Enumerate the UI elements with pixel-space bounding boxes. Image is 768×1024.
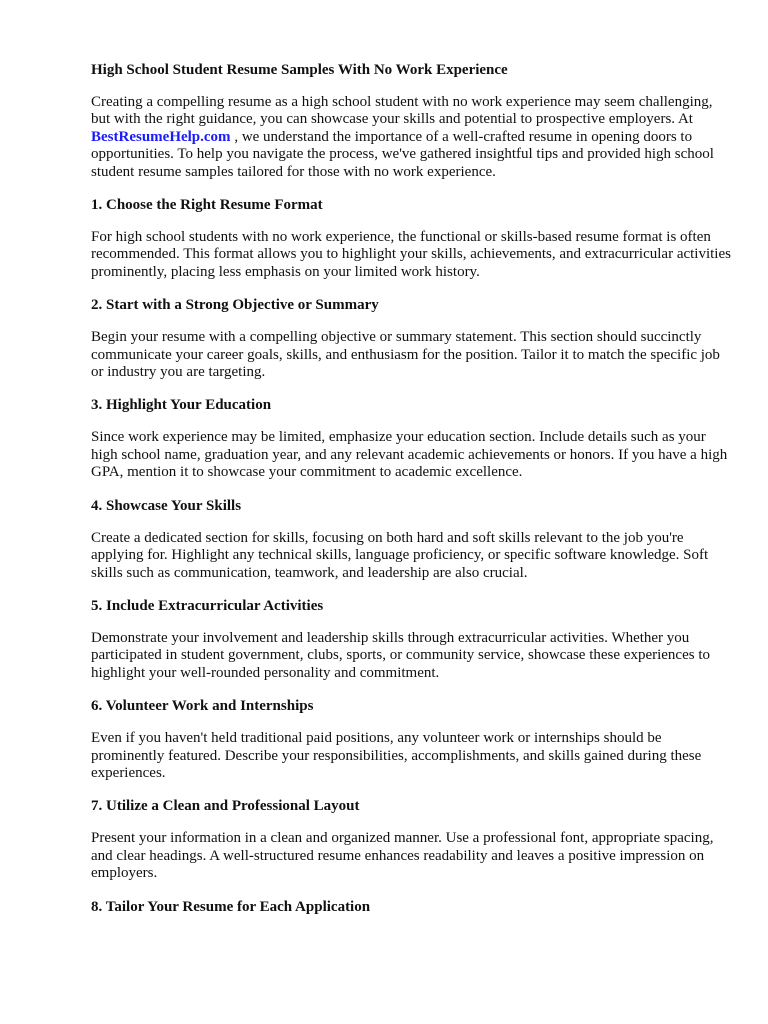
section-body: Since work experience may be limited, emphasize your education section. Include details such as your high school name, graduation year, and any relevant academic achievements or honors. If you have a high GPA, mention it to showcase your commitment to academic excellence. <box>91 429 728 481</box>
intro-paragraph <box>91 94 731 181</box>
section-heading: 1. Choose the Right Resume Format <box>91 197 323 214</box>
section-heading: 5. Include Extracurricular Activities <box>91 597 324 614</box>
section-heading: 6. Volunteer Work and Internships <box>91 698 314 715</box>
section-heading: 4. Showcase Your Skills <box>91 497 242 514</box>
best-resume-help-link[interactable]: BestResumeHelp.com <box>91 128 231 145</box>
section-heading: 2. Start with a Strong Objective or Summary <box>91 297 379 314</box>
document-title: High School Student Resume Samples With No Work Experience <box>91 62 508 78</box>
section-heading: 3. Highlight Your Education <box>91 397 272 414</box>
section-heading: 7. Utilize a Clean and Professional Layout <box>91 798 360 815</box>
section-body: Begin your resume with a compelling objective or summary statement. This section should succinctly communicate your career goals, skills, and enthusiasm for the position. Tailor it to match the specific job or industry you are targeting. <box>91 329 720 381</box>
section-body: Demonstrate your involvement and leadership skills through extracurricular activities. Whether you participated in student government, clubs, sports, or community service, showcase these experiences to highlight your well-rounded personality and commitment. <box>91 629 710 681</box>
intro-text-before-link: Creating a compelling resume as a high school student with no work experience may seem challenging, but with the right guidance, you can showcase your skills and potential to prospective employers. At <box>91 94 713 128</box>
section-body: For high school students with no work experience, the functional or skills-based resume format is often recommended. This format allows you to highlight your skills, achievements, and extracurricular activities prominently, placing less emphasis on your limited work history. <box>91 229 731 280</box>
document-page <box>91 61 731 931</box>
intro-text-after-link: , we understand the importance of a well-crafted resume in opening doors to opportunities. To help you navigate the process, we've gathered insightful tips and provided high school student resume samples tailored for those with no work experience. <box>91 128 714 180</box>
section-body: Present your information in a clean and organized manner. Use a professional font, appropriate spacing, and clear headings. A well-structured resume enhances readability and leaves a positive impression on employers. <box>91 830 714 882</box>
section-body: Even if you haven't held traditional paid positions, any volunteer work or internships should be prominently featured. Describe your responsibilities, accomplishments, and skills gained during these experiences. <box>91 730 702 781</box>
section-heading: 8. Tailor Your Resume for Each Application <box>91 898 371 915</box>
section-body: Create a dedicated section for skills, focusing on both hard and soft skills relevant to the job you're applying for. Highlight any technical skills, language proficiency, or specific software knowledge. Soft skills such as communication, teamwork, and leadership are also crucial. <box>91 529 709 581</box>
